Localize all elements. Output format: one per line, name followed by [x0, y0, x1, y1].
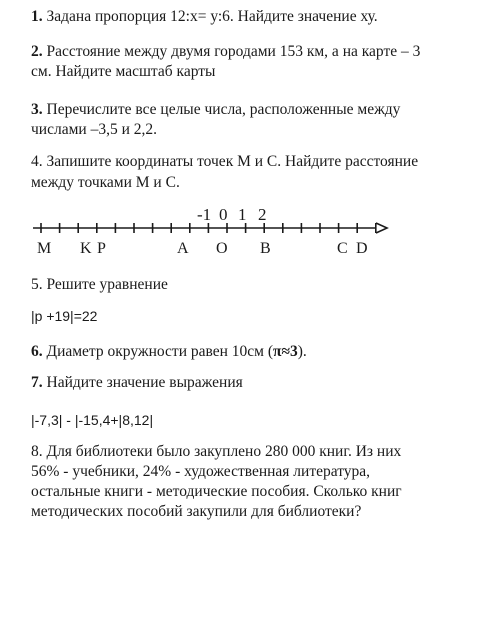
point-label-a: A [177, 240, 189, 257]
problem-6-number: 6. [31, 343, 43, 360]
problem-8-line-3: остальные книги - методические пособия. Сколько книг [31, 483, 402, 500]
problem-2-line-2: см. Найдите масштаб карты [31, 63, 216, 80]
problem-6 [31, 343, 307, 361]
problem-2-number: 2. [31, 43, 43, 60]
tick-label-1: 1 [238, 207, 247, 224]
point-label-k: K [80, 240, 92, 257]
point-label-d: D [356, 240, 368, 257]
problem-2-line-1 [31, 43, 420, 61]
problem-4-line-2: между точками М и С. [31, 174, 180, 191]
number-line-figure [31, 207, 391, 259]
tick-label-minus-1: -1 [197, 207, 212, 224]
point-label-m: M [37, 240, 52, 257]
problem-6-pi: π≈3 [273, 343, 298, 360]
problem-3-line-2: числами –3,5 и 2,2. [31, 121, 157, 138]
problem-1 [31, 8, 378, 26]
problem-3-text-1: Перечислите все целые числа, расположенные между [46, 101, 401, 118]
problem-1-number: 1. [31, 8, 43, 25]
problem-3-line-1 [31, 101, 400, 119]
number-line-arrow [376, 223, 387, 233]
tick-label-2: 2 [258, 207, 267, 224]
problem-5-title: 5. Решите уравнение [31, 276, 168, 293]
problem-3-number: 3. [31, 101, 43, 118]
problem-8-line-2: 56% - учебники, 24% - художественная литература, [31, 463, 371, 480]
problem-5-equation: |p +19|=22 [31, 308, 98, 324]
problem-7-text: Найдите значение выражения [46, 374, 243, 391]
problem-2-text-1: Расстояние между двумя городами 153 км, а на карте – 3 [46, 43, 421, 60]
problem-6-close: ). [297, 343, 307, 360]
point-label-p: P [97, 240, 106, 257]
problem-4-line-1: 4. Запишите координаты точек М и С. Найдите расстояние [31, 153, 419, 170]
tick-label-0: 0 [219, 207, 228, 224]
point-label-c: C [337, 240, 348, 257]
problem-7-expression: |-7,3| - |-15,4+|8,12| [31, 412, 154, 428]
point-label-b: B [260, 240, 271, 257]
problem-7-number: 7. [31, 374, 43, 391]
problem-8-line-4: методических пособий закупили для библиотеки? [31, 503, 362, 520]
problem-1-text: Задана пропорция 12:х= у:6. Найдите значение ху. [46, 8, 378, 25]
problem-7 [31, 374, 243, 392]
problem-6-text: Диаметр окружности равен 10см ( [46, 343, 273, 360]
problem-8-line-1: 8. Для библиотеки было закуплено 280 000 книг. Из них [31, 443, 402, 460]
point-label-o: O [216, 240, 228, 257]
